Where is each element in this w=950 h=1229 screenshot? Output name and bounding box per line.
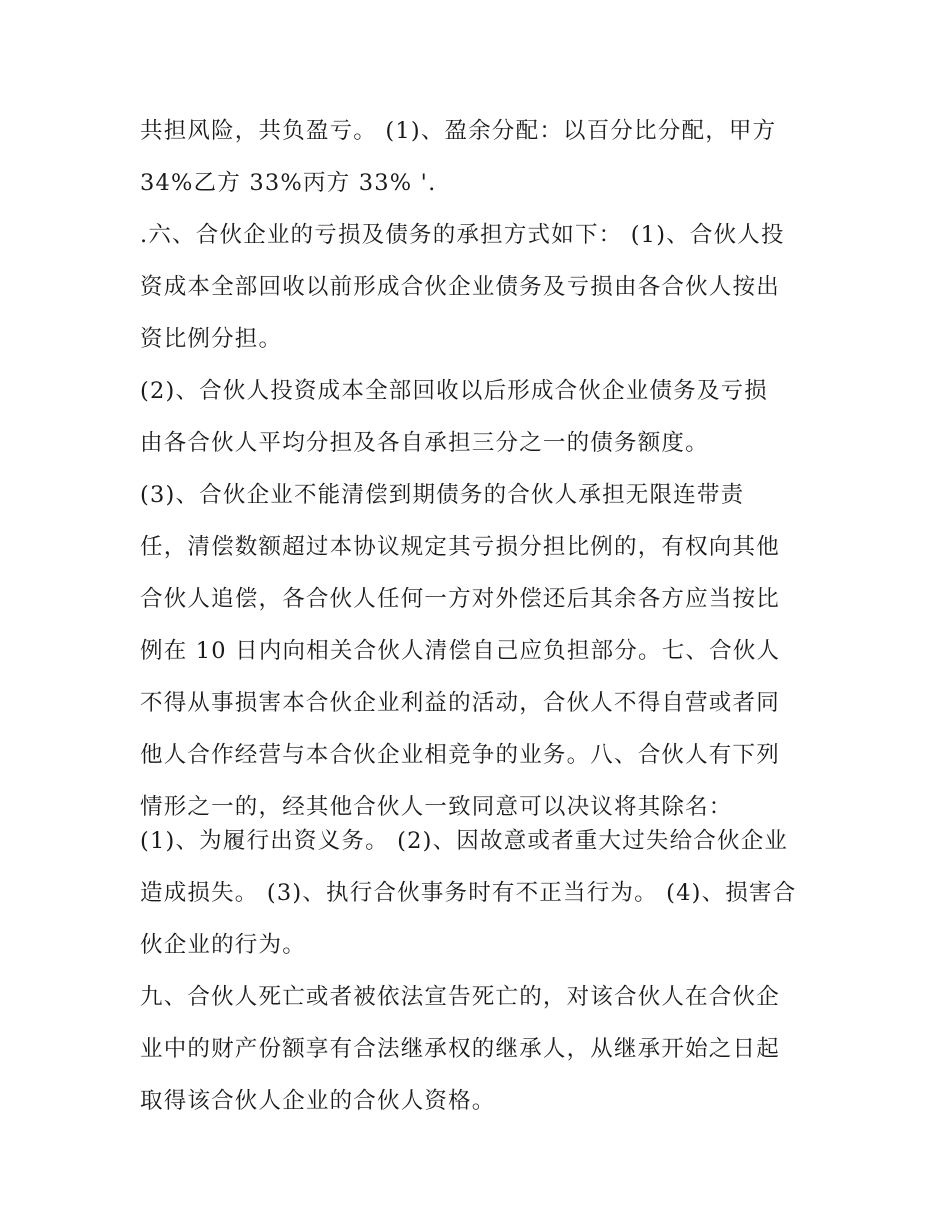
text-line: 业中的财产份额享有合法继承权的继承人，从继承开始之日起 [140,1036,780,1062]
text-line: 例在 10 日内向相关合伙人清偿自己应负担部分。七、合伙人 [140,638,781,664]
text-line: (3)、合伙企业不能清偿到期债务的合伙人承担无限连带责 [140,482,745,508]
text-line: 共担风险，共负盈亏。 (1)、盈余分配：以百分比分配，甲方 [140,118,777,144]
text-line: 他人合作经营与本合伙企业相竞争的业务。八、合伙人有下列 [140,742,780,768]
text-line: 九、合伙人死亡或者被依法宣告死亡的，对该合伙人在合伙企 [140,984,780,1010]
text-line: 资比例分担。 [140,326,283,352]
text-line: 不得从事损害本合伙企业利益的活动，合伙人不得自营或者同 [140,690,780,716]
text-line: 资成本全部回收以前形成合伙企业债务及亏损由各合伙人按出 [140,274,780,300]
text-line: .六、合伙企业的亏损及债务的承担方式如下： (1)、合伙人投 [140,222,785,248]
text-line: (2)、合伙人投资成本全部回收以后形成合伙企业债务及亏损 [140,378,768,404]
text-line: 合伙人追偿，各合伙人任何一方对外偿还后其余各方应当按比 [140,586,780,612]
text-line: 34%乙方 33%丙方 33% '. [140,170,437,196]
text-line: 伙企业的行为。 [140,932,306,958]
text-line: (1)、为履行出资义务。 (2)、因故意或者重大过失给合伙企业 [140,828,789,854]
text-line: 取得该合伙人企业的合伙人资格。 [140,1088,496,1114]
text-line: 由各合伙人平均分担及各自承担三分之一的债务额度。 [140,430,709,456]
text-line: 任，清偿数额超过本协议规定其亏损分担比例的，有权向其他 [140,534,780,560]
text-line: 造成损失。 (3)、执行合伙事务时有不正当行为。 (4)、损害合 [140,880,797,906]
text-line: 情形之一的，经其他合伙人一致同意可以决议将其除名： [140,794,733,820]
